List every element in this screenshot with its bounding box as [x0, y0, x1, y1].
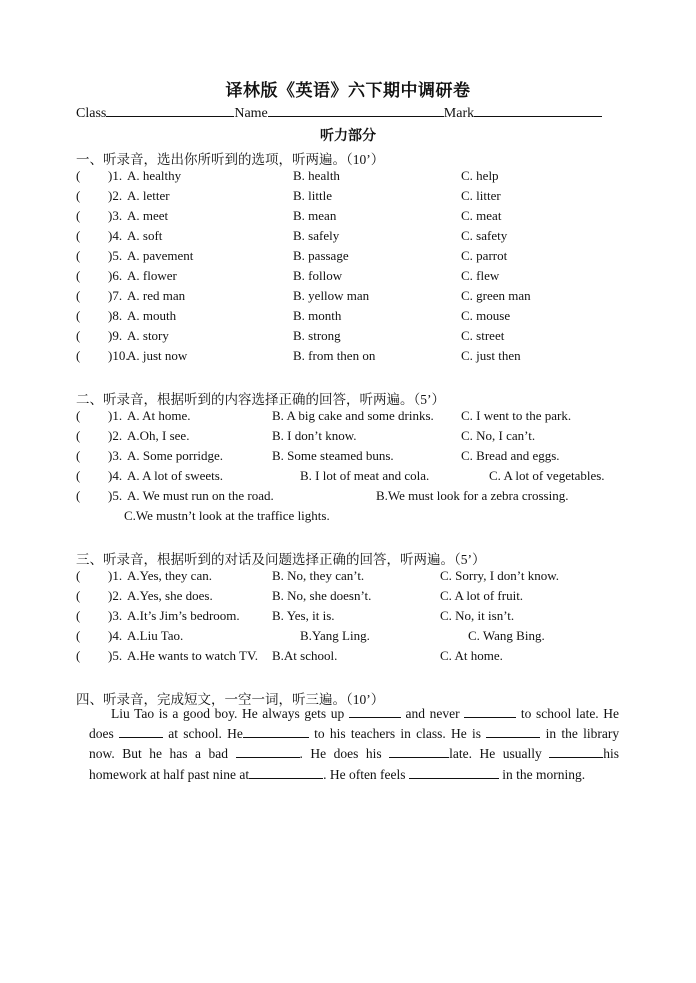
section-4-heading: 四、听录音，完成短文，一空一词，听三遍。（10’）: [76, 692, 385, 707]
option-c: C. parrot: [461, 248, 508, 263]
question-row: [76, 628, 636, 648]
passage-text: and never: [405, 706, 460, 721]
answer-paren[interactable]: (: [76, 248, 81, 263]
answer-paren[interactable]: (: [76, 308, 81, 323]
answer-blank-4[interactable]: [243, 725, 309, 738]
option-a: A.He wants to watch TV.: [127, 648, 258, 663]
answer-blank-7[interactable]: [389, 745, 449, 758]
question-row: [76, 648, 636, 668]
answer-blank-2[interactable]: [464, 705, 516, 718]
cloze-passage: [89, 704, 619, 785]
answer-paren[interactable]: (: [76, 208, 81, 223]
option-c: C. mouse: [461, 308, 511, 323]
page-title: 译林版《英语》六下期中调研卷: [225, 81, 471, 100]
option-a: A.Yes, she does.: [127, 588, 213, 603]
class-blank: [106, 102, 234, 117]
option-b: B.We must look for a zebra crossing.: [376, 488, 569, 503]
answer-paren[interactable]: (: [76, 188, 81, 203]
option-b: B. No, she doesn’t.: [272, 588, 372, 603]
question-row: [76, 208, 636, 228]
option-c: C. No, it isn’t.: [440, 608, 515, 623]
question-number: )2.: [108, 188, 123, 203]
option-c: C. meat: [461, 208, 502, 223]
option-a: A. We must run on the road.: [127, 488, 274, 503]
mark-label: Mark: [443, 106, 475, 121]
answer-paren[interactable]: (: [76, 568, 81, 583]
answer-paren[interactable]: (: [76, 608, 81, 623]
name-blank: [268, 102, 444, 117]
option-a: A.Liu Tao.: [127, 628, 184, 643]
question-number: )5.: [108, 648, 123, 663]
answer-paren[interactable]: (: [76, 168, 81, 183]
answer-blank-9[interactable]: [249, 766, 323, 779]
option-b: B. mean: [293, 208, 337, 223]
option-b: B. No, they can’t.: [272, 568, 365, 583]
question-row: [76, 448, 636, 468]
option-c: C. No, I can’t.: [461, 428, 536, 443]
option-a: A. Some porridge.: [127, 448, 224, 463]
passage-text: at school. He: [168, 726, 243, 742]
section-1-heading: 一、听录音，选出你所听到的选项，听两遍。（10’）: [76, 152, 385, 167]
option-b: B. safely: [293, 228, 340, 243]
option-b: B. month: [293, 308, 342, 323]
answer-paren[interactable]: (: [76, 268, 81, 283]
passage-text: Liu Tao is a good boy. He always gets up: [111, 706, 345, 721]
answer-blank-3[interactable]: [119, 725, 163, 738]
passage-text: . He often feels: [323, 766, 406, 782]
option-a: A.Oh, I see.: [127, 428, 190, 443]
passage-text: late. He usually: [449, 746, 542, 762]
option-a: A. A lot of sweets.: [127, 468, 224, 483]
option-b: B. health: [293, 168, 340, 183]
answer-paren[interactable]: (: [76, 228, 81, 243]
section-3-heading: 三、听录音，根据听到的对话及问题选择正确的回答，听两遍。（5’）: [76, 552, 486, 567]
option-c: C. flew: [461, 268, 500, 283]
answer-paren[interactable]: (: [76, 428, 81, 443]
question-row: [76, 608, 636, 628]
question-row: [76, 188, 636, 208]
option-a: A. red man: [127, 288, 186, 303]
question-number: )4.: [108, 468, 123, 483]
option-c: C. street: [461, 328, 505, 343]
question-number: )6.: [108, 268, 123, 283]
option-a: A. At home.: [127, 408, 191, 423]
option-b: B. passage: [293, 248, 349, 263]
answer-blank-1[interactable]: [349, 705, 401, 718]
option-a: A. meet: [127, 208, 169, 223]
passage-text: in the morning.: [502, 766, 586, 782]
option-b: B. yellow man: [293, 288, 370, 303]
option-c: C. A lot of vegetables.: [489, 468, 605, 483]
option-a: A. story: [127, 328, 169, 343]
option-b: B.Yang Ling.: [300, 628, 370, 643]
question-row: [76, 288, 636, 308]
question-number: )3.: [108, 448, 123, 463]
option-b: B. I don’t know.: [272, 428, 357, 443]
question-number: )7.: [108, 288, 123, 303]
answer-paren[interactable]: (: [76, 468, 81, 483]
question-number: )1.: [108, 568, 123, 583]
question-number: )3.: [108, 208, 123, 223]
option-b: B. I lot of meat and cola.: [300, 468, 430, 483]
option-c: C. At home.: [440, 648, 503, 663]
answer-blank-6[interactable]: [236, 745, 300, 758]
option-a: A. flower: [127, 268, 177, 283]
option-a: A. letter: [127, 188, 170, 203]
passage-text: in the library now. But he has a bad: [89, 726, 620, 762]
option-b: B. Yes, it is.: [272, 608, 335, 623]
option-c: C. help: [461, 168, 499, 183]
option-c: C. Wang Bing.: [468, 628, 545, 643]
option-c: C. litter: [461, 188, 501, 203]
option-c: C. just then: [461, 348, 521, 363]
question-row: [76, 568, 636, 588]
question-row: [76, 168, 636, 188]
option-a: A. mouth: [127, 308, 177, 323]
class-label: Class: [76, 106, 107, 121]
question-number: )5.: [108, 248, 123, 263]
answer-paren[interactable]: (: [76, 588, 81, 603]
question-number: )5.: [108, 488, 123, 503]
answer-paren[interactable]: (: [76, 348, 81, 363]
option-b: B. strong: [293, 328, 341, 343]
question-row: [76, 408, 636, 428]
mark-blank: [474, 102, 602, 117]
option-c: C. Sorry, I don’t know.: [440, 568, 560, 583]
option-b: B. A big cake and some drinks.: [272, 408, 434, 423]
question-row: [76, 588, 636, 608]
question-number: )2.: [108, 588, 123, 603]
question-row: [76, 248, 636, 268]
question-row: [76, 228, 636, 248]
option-a: A. healthy: [127, 168, 182, 183]
option-a: A. pavement: [127, 248, 194, 263]
question-row: [76, 488, 636, 508]
answer-paren[interactable]: (: [76, 648, 81, 663]
question-row: [76, 328, 636, 348]
answer-blank-8[interactable]: [549, 745, 603, 758]
question-row: [76, 468, 636, 488]
option-c: C. I went to the park.: [461, 408, 572, 423]
passage-text: . He does his: [299, 746, 382, 762]
answer-paren[interactable]: (: [76, 448, 81, 463]
question-number: )8.: [108, 308, 123, 323]
answer-blank-10[interactable]: [409, 766, 499, 779]
question-number: )1.: [108, 408, 123, 423]
option-c: C.We mustn’t look at the traffice lights.: [124, 508, 330, 523]
question-number: )4.: [108, 628, 123, 643]
option-a: A. just now: [127, 348, 188, 363]
question-number: )1.: [108, 168, 123, 183]
option-a: A. soft: [127, 228, 163, 243]
passage-text: to school late. He does: [89, 706, 620, 742]
option-c: C. safety: [461, 228, 508, 243]
answer-paren[interactable]: (: [76, 488, 81, 503]
question-number: )3.: [108, 608, 123, 623]
option-b: B. from then on: [293, 348, 376, 363]
question-row: [76, 308, 636, 328]
question-number: )2.: [108, 428, 123, 443]
question-number: )10.: [108, 348, 129, 363]
option-c: C. A lot of fruit.: [440, 588, 524, 603]
name-label: Name: [234, 106, 268, 121]
answer-paren[interactable]: (: [76, 628, 81, 643]
option-b: B. Some steamed buns.: [272, 448, 394, 463]
option-b: B. little: [293, 188, 332, 203]
passage-text: his homework at half past nine at: [89, 746, 620, 782]
question-number: )4.: [108, 228, 123, 243]
question-row: [76, 268, 636, 288]
passage-text: to his teachers in class. He is: [314, 726, 482, 742]
option-b: B.At school.: [272, 648, 338, 663]
answer-paren[interactable]: (: [76, 328, 81, 343]
answer-paren[interactable]: (: [76, 408, 81, 423]
option-c: C. green man: [461, 288, 531, 303]
option-a: A.Yes, they can.: [127, 568, 212, 583]
student-info-row: [76, 102, 616, 122]
answer-blank-5[interactable]: [486, 725, 540, 738]
section-2-heading: 二、听录音，根据听到的内容选择正确的回答，听两遍。（5’）: [76, 392, 445, 407]
question-number: )9.: [108, 328, 123, 343]
answer-paren[interactable]: (: [76, 288, 81, 303]
option-a: A.It’s Jim’s bedroom.: [127, 608, 240, 623]
question-row: [76, 428, 636, 448]
option-c: C. Bread and eggs.: [461, 448, 560, 463]
listening-part-title: 听力部分: [320, 129, 376, 144]
option-b: B. follow: [293, 268, 343, 283]
question-row: [76, 348, 636, 368]
